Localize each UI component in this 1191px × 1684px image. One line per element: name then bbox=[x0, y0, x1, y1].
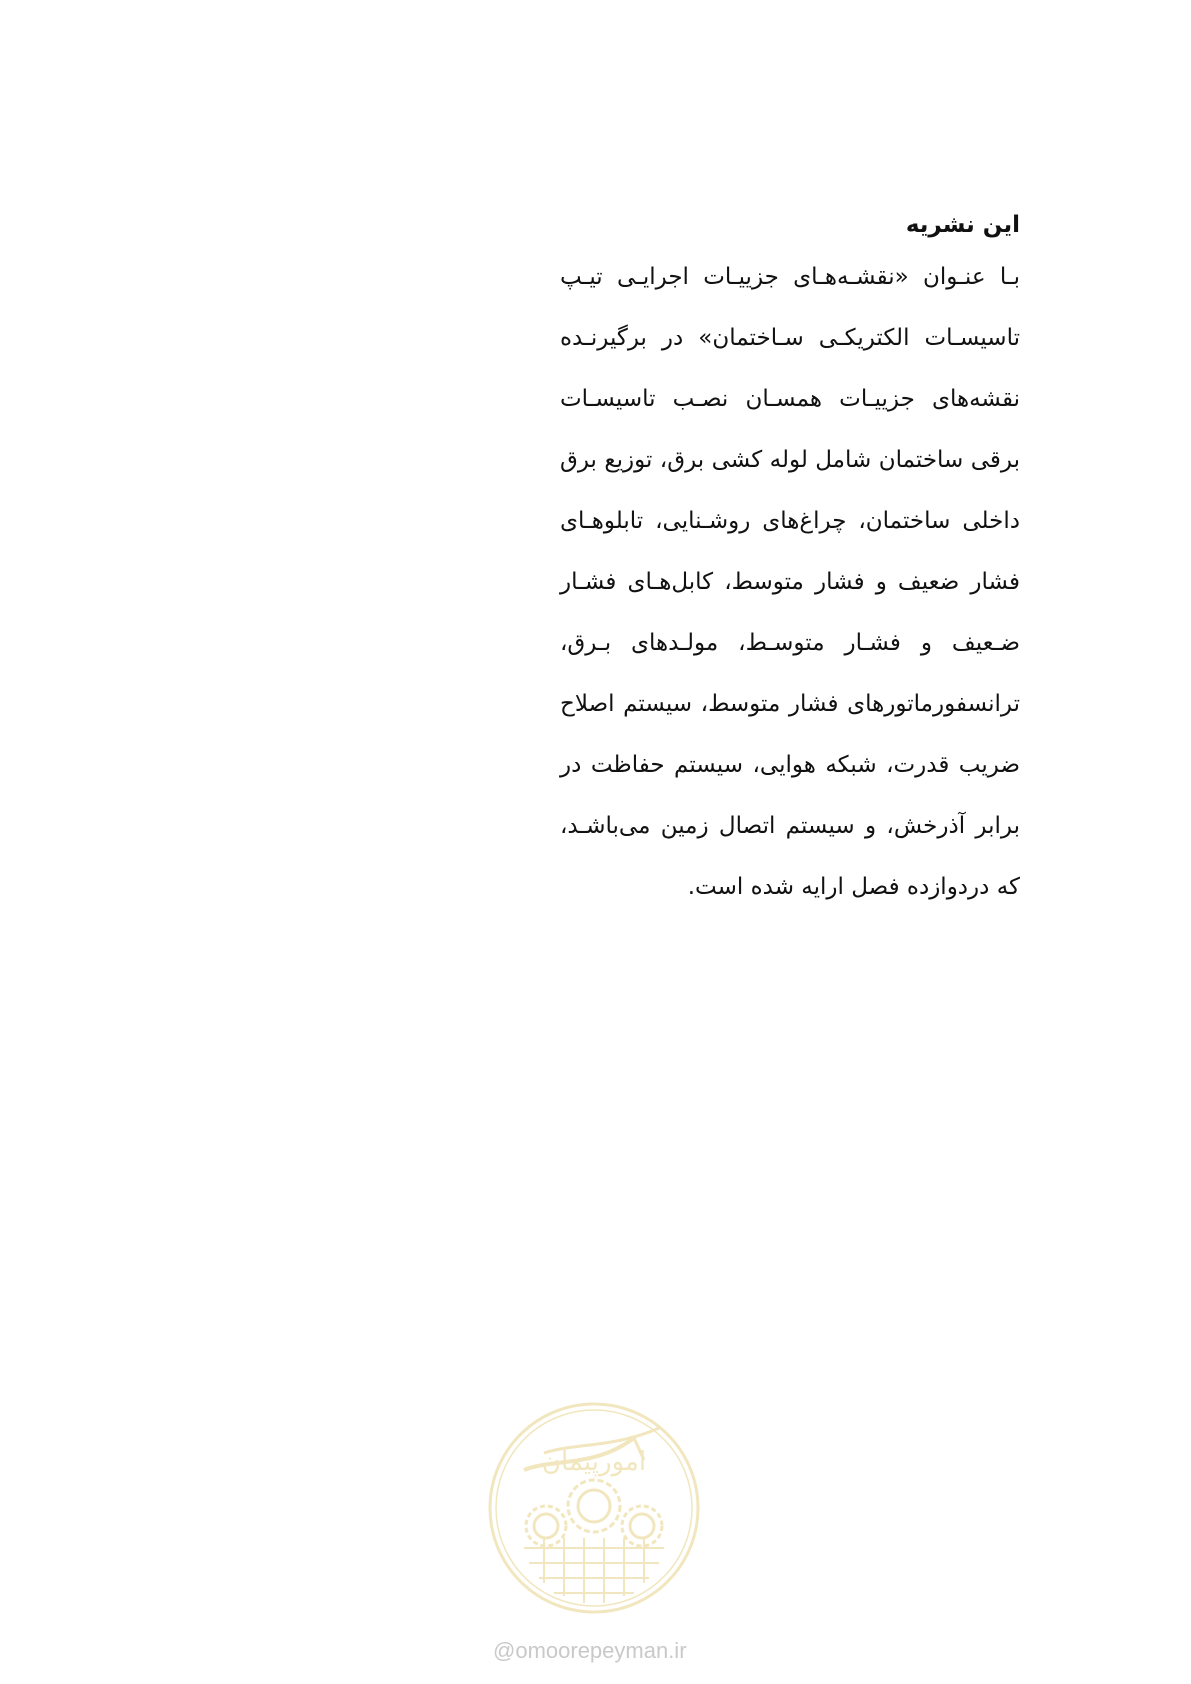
paragraph-line: تاسیسـات الکتریکـی سـاختمان» در برگیرنـده bbox=[560, 325, 1020, 351]
section-heading: این نشریه bbox=[905, 212, 1020, 238]
seal-text: امورپیمان bbox=[541, 1447, 647, 1477]
paragraph-line: که دردوازده فصل ارایه شده است. bbox=[687, 874, 1020, 900]
paragraph-line: فشار ضعیف و فشار متوسط، کابل‌هـای فشـار bbox=[560, 569, 1020, 595]
omoore-peyman-seal-icon bbox=[484, 1398, 704, 1618]
paragraph-line: برقی ساختمان شامل لوله کشی برق، توزیع برق bbox=[560, 447, 1020, 473]
paragraph-line: برابر آذرخش، و سیستم اتصال زمین می‌باشـد، bbox=[560, 813, 1020, 839]
watermark-handle: @omoorepeyman.ir bbox=[493, 1638, 687, 1663]
paragraph-line: ترانسفورماتورهای فشار متوسط، سیستم اصلاح bbox=[560, 691, 1020, 717]
paragraph-line: داخلی ساختمان، چراغ‌های روشـنایی، تابلوهـای bbox=[560, 508, 1020, 534]
paragraph-line: بـا عنـوان «نقشـه‌هـای جزییـات اجرایـی تیـپ bbox=[560, 264, 1020, 290]
paragraph-line: ضریب قدرت، شبکه هوایی، سیستم حفاظت در bbox=[560, 752, 1020, 778]
paragraph-line: ضـعیف و فشـار متوسـط، مولـدهای بـرق، bbox=[560, 630, 1020, 656]
paragraph-line: نقشه‌های جزییـات همسـان نصـب تاسیسـات bbox=[560, 386, 1020, 412]
publication-description bbox=[560, 210, 1020, 933]
